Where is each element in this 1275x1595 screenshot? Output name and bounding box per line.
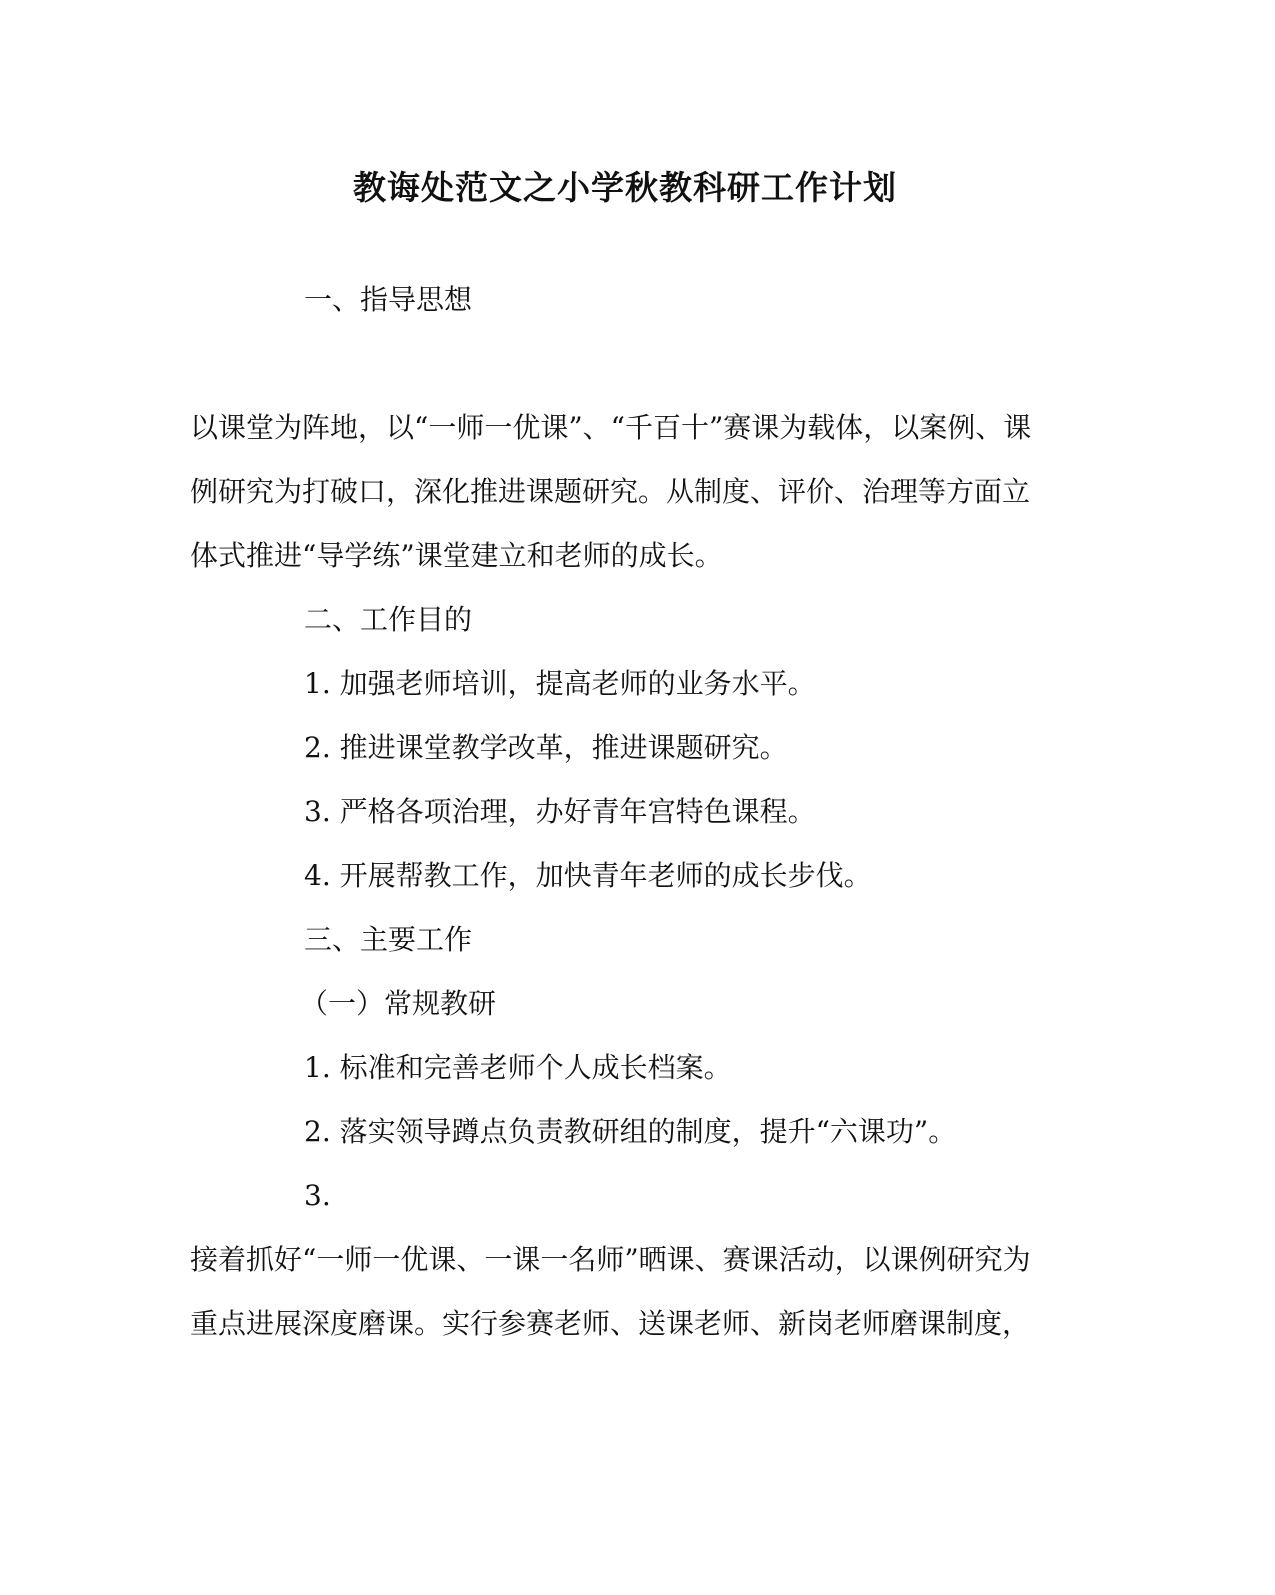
document-title: 教诲处范文之小学秋教科研工作计划 [353, 168, 897, 207]
paragraph-line: 接着抓好“一师一优课、一课一名师”晒课、赛课活动，以课例研究为 [190, 1243, 1031, 1276]
list-item: 3. 严格各项治理，办好青年宫特色课程。 [304, 795, 816, 828]
section-heading-main-work: 三、主要工作 [304, 923, 473, 956]
section-heading-guiding-thought: 一、指导思想 [304, 283, 473, 316]
paragraph-line: 以课堂为阵地，以“一师一优课”、“千百十”赛课为载体，以案例、课 [190, 411, 1032, 444]
list-item: 2. 推进课堂教学改革，推进课题研究。 [304, 731, 788, 764]
paragraph-line: 重点进展深度磨课。实行参赛老师、送课老师、新岗老师磨课制度， [190, 1307, 1031, 1340]
list-item: 4. 开展帮教工作，加快青年老师的成长步伐。 [304, 859, 872, 892]
subsection-heading-routine-research: （一）常规教研 [300, 987, 497, 1020]
list-item: 3. [304, 1179, 331, 1212]
list-item: 1. 加强老师培训，提高老师的业务水平。 [304, 667, 816, 700]
section-heading-work-goals: 二、工作目的 [304, 603, 473, 636]
list-item: 1. 标准和完善老师个人成长档案。 [304, 1051, 732, 1084]
paragraph-line: 体式推进“导学练”课堂建立和老师的成长。 [190, 539, 723, 572]
list-item: 2. 落实领导蹲点负责教研组的制度，提升“六课功”。 [304, 1115, 957, 1148]
paragraph-line: 例研究为打破口，深化推进课题研究。从制度、评价、治理等方面立 [190, 475, 1031, 508]
